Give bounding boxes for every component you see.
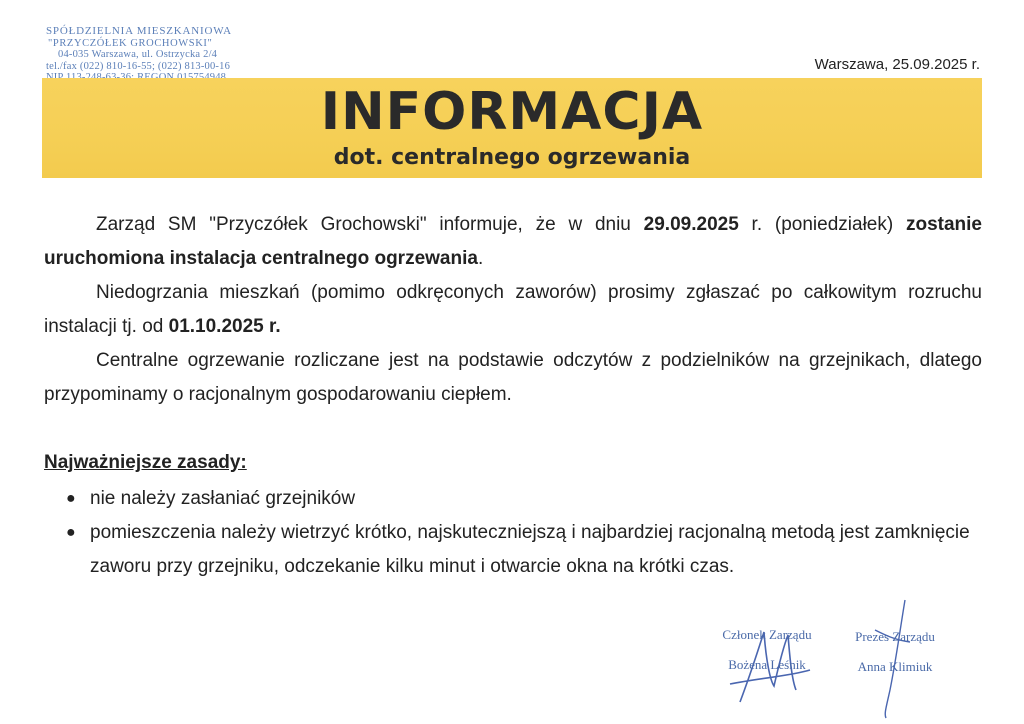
cooperative-stamp <box>46 26 256 84</box>
paragraph-text: . <box>477 248 484 269</box>
stamp-line: SPÓŁDZIELNIA MIESZKANIOWA <box>46 25 232 37</box>
signature-role: Prezes Zarządu <box>855 629 935 644</box>
paragraph-start-date <box>44 208 982 276</box>
bullet-icon: ● <box>66 524 76 541</box>
document-date: Warszawa, 25.09.2025 r. <box>814 56 980 73</box>
signature-president <box>840 622 950 682</box>
start-date: 29.09.2025 <box>643 214 739 235</box>
signature-name: Anna Klimiuk <box>857 659 933 674</box>
signature-role: Członek Zarządu <box>722 627 812 642</box>
paragraph-billing <box>44 344 982 412</box>
stamp-line: 04-035 Warszawa, ul. Ostrzycka 2/4 <box>58 49 218 60</box>
complaint-date: 01.10.2025 r. <box>168 316 281 337</box>
paragraph-text: Niedogrzania mieszkań (pomimo odkręconych zaworów) prosimy zgłaszać po całkowitym rozruchu instalacji tj. od <box>44 282 982 337</box>
rule-text: pomieszczenia należy wietrzyć krótko, najskuteczniejszą i najbardziej racjonalną metodą jest zamknięcie zaworu przy grzejniku, odczekanie kilku minut i otwarcie okna na krótki czas. <box>90 522 970 577</box>
rules-heading: Najważniejsze zasady: <box>44 452 247 473</box>
document-body <box>44 208 982 412</box>
title-banner <box>42 78 982 178</box>
signature-name: Bożena Leśnik <box>728 657 806 672</box>
rule-text: nie należy zasłaniać grzejników <box>90 488 356 509</box>
list-item <box>44 482 982 516</box>
signature-board-member <box>712 620 822 680</box>
stamp-line: "PRZYCZÓŁEK GROCHOWSKI" <box>48 37 213 49</box>
page-subtitle: dot. centralnego ogrzewania <box>333 145 691 170</box>
paragraph-complaints <box>44 276 982 344</box>
page-title: INFORMACJA <box>320 82 704 142</box>
list-item <box>44 516 982 584</box>
stamp-line: tel./fax (022) 810-16-55; (022) 813-00-16 <box>46 60 231 72</box>
paragraph-text: r. (poniedziałek) <box>738 214 894 235</box>
bullet-icon: ● <box>66 490 76 507</box>
paragraph-emphasis: zostanie uruchomiona instalacja centralnego ogrzewania <box>44 214 983 269</box>
rules-list <box>44 482 982 584</box>
paragraph-text: Centralne ogrzewanie rozliczane jest na podstawie odczytów z podzielników na grzejnikach, dlatego przypominamy o racjonalnym gospodarowaniu ciepłem. <box>44 350 982 405</box>
paragraph-text: Zarząd SM "Przyczółek Grochowski" informuje, że w dniu <box>96 214 644 235</box>
